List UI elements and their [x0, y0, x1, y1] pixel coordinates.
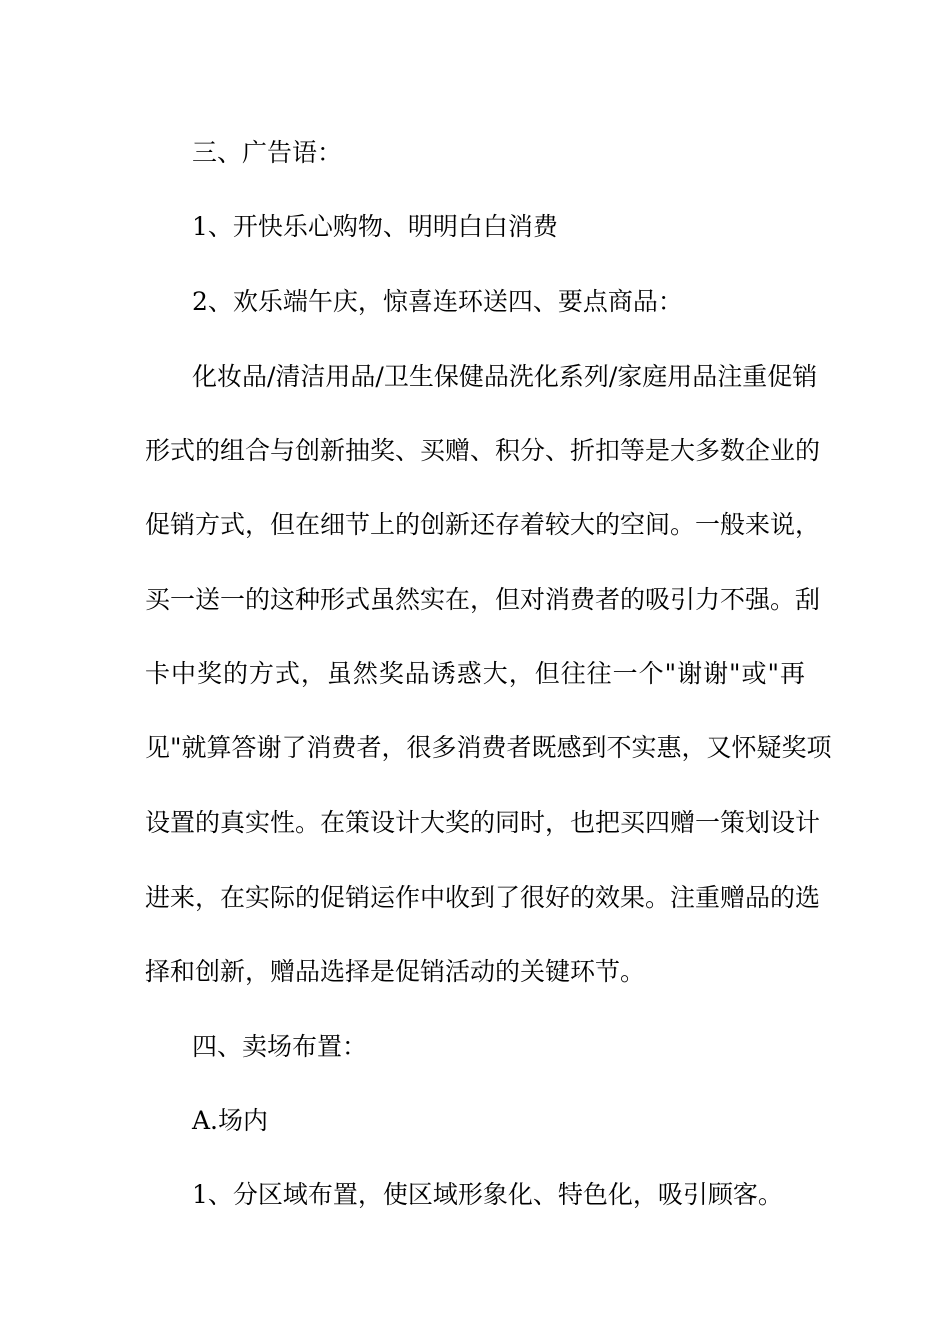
slogan-item-1: 1、开快乐心购物、明明白白消费 [192, 212, 558, 241]
paragraph-line-4: 买一送一的这种形式虽然实在，但对消费者的吸引力不强。刮 [145, 585, 821, 614]
paragraph-line-5: 卡中奖的方式，虽然奖品诱惑大，但往往一个"谢谢"或"再 [145, 659, 805, 688]
paragraph-line-2: 形式的组合与创新抽奖、买赠、积分、折扣等是大多数企业的 [145, 436, 821, 465]
paragraph-line-6: 见"就算答谢了消费者，很多消费者既感到不实惠，又怀疑奖项 [145, 733, 832, 762]
subsection-heading-indoor: A.场内 [192, 1106, 269, 1135]
paragraph-line-9: 择和创新，赠品选择是促销活动的关键环节。 [145, 957, 646, 986]
paragraph-line-3: 促销方式，但在细节上的创新还存着较大的空间。一般来说， [145, 510, 821, 539]
layout-item-1: 1、分区域布置，使区域形象化、特色化，吸引顾客。 [192, 1180, 783, 1209]
paragraph-line-1: 化妆品/清洁用品/卫生保健品洗化系列/家庭用品注重促销 [192, 362, 818, 391]
section-heading-slogans: 三、广告语： [192, 138, 343, 167]
section-heading-store-layout: 四、卖场布置： [192, 1032, 368, 1061]
slogan-item-2: 2、欢乐端午庆，惊喜连环送四、要点商品： [192, 287, 683, 316]
paragraph-line-7: 设置的真实性。在策设计大奖的同时，也把买四赠一策划设计 [145, 808, 821, 837]
paragraph-line-8: 进来，在实际的促销运作中收到了很好的效果。注重赠品的选 [145, 883, 821, 912]
